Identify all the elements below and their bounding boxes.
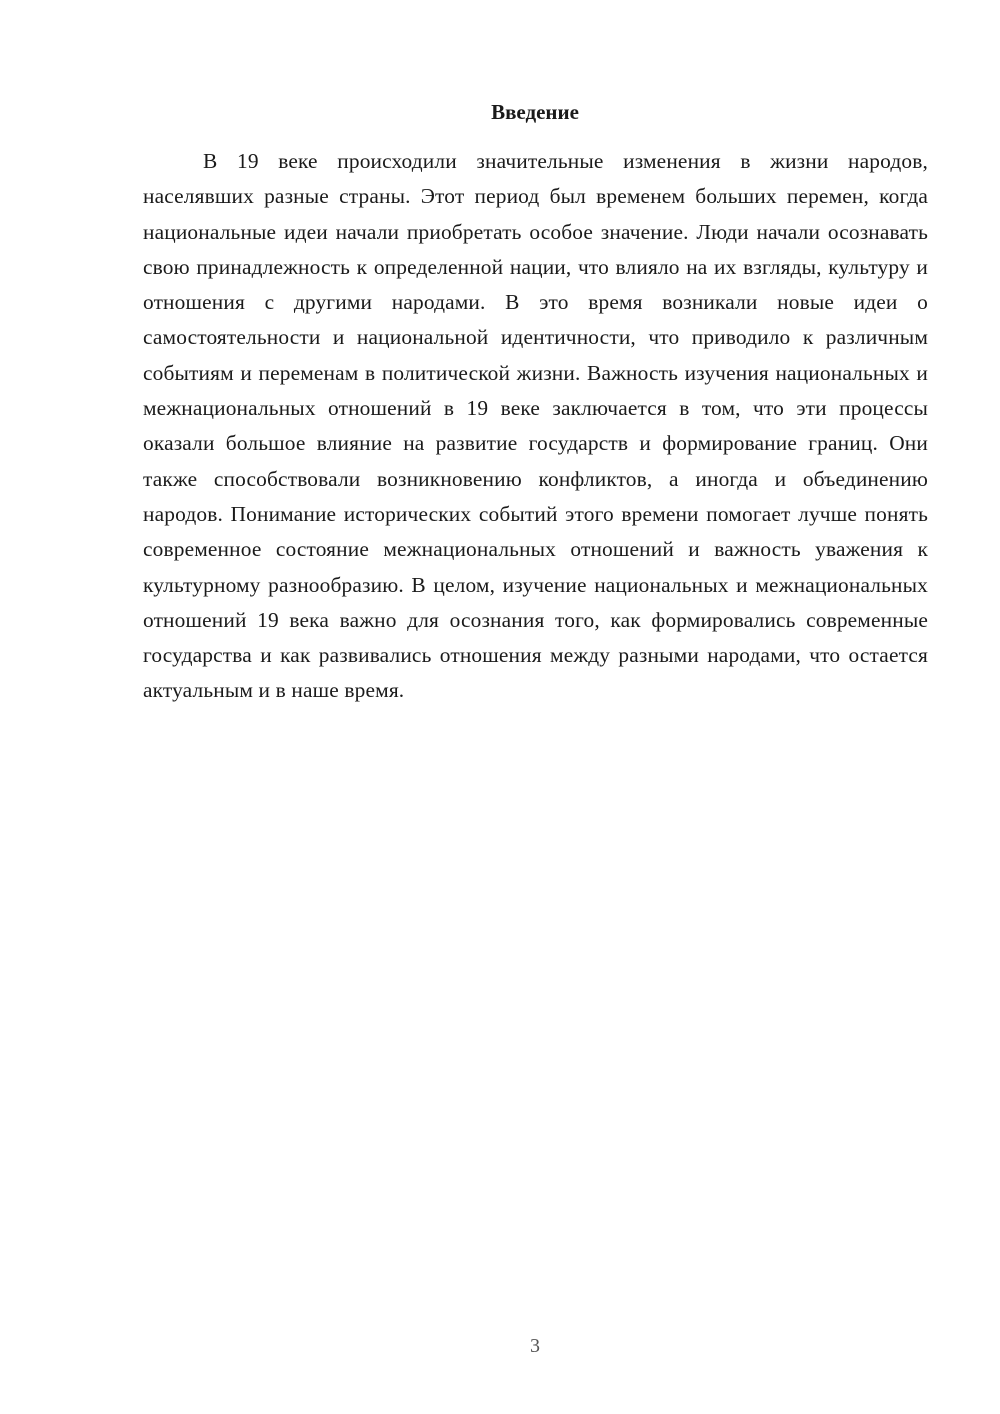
page-number: 3 (530, 1335, 540, 1357)
introduction-paragraph: В 19 веке происходили значительные изменения в жизни народов, населявших разные страны. Этот период был временем больших перемен, когда национальные идеи начали приобретать особое значение. Люди начали осознавать свою принадлежность к определенной нации, что влияло на их взгляды, культуру и отношения с другими народами. В это время возникали новые идеи о самостоятельности и национальной идентичности, что приводило к различным событиям и переменам в политической жизни. Важность изучения национальных и межнациональных отношений в 19 веке заключается в том, что эти процессы оказали большое влияние на развитие государств и формирование границ. Они также способствовали возникновению конфликтов, а иногда и объединению народов. Понимание исторических событий этого времени помогает лучше понять современное состояние межнациональных отношений и важность уважения к культурному разнообразию. В целом, изучение национальных и межнациональных отношений 19 века важно для осознания того, как формировались современные государства и как развивались отношения между разными народами, что остается актуальным и в наше время. (143, 149, 928, 703)
section-heading: Введение (491, 100, 579, 124)
